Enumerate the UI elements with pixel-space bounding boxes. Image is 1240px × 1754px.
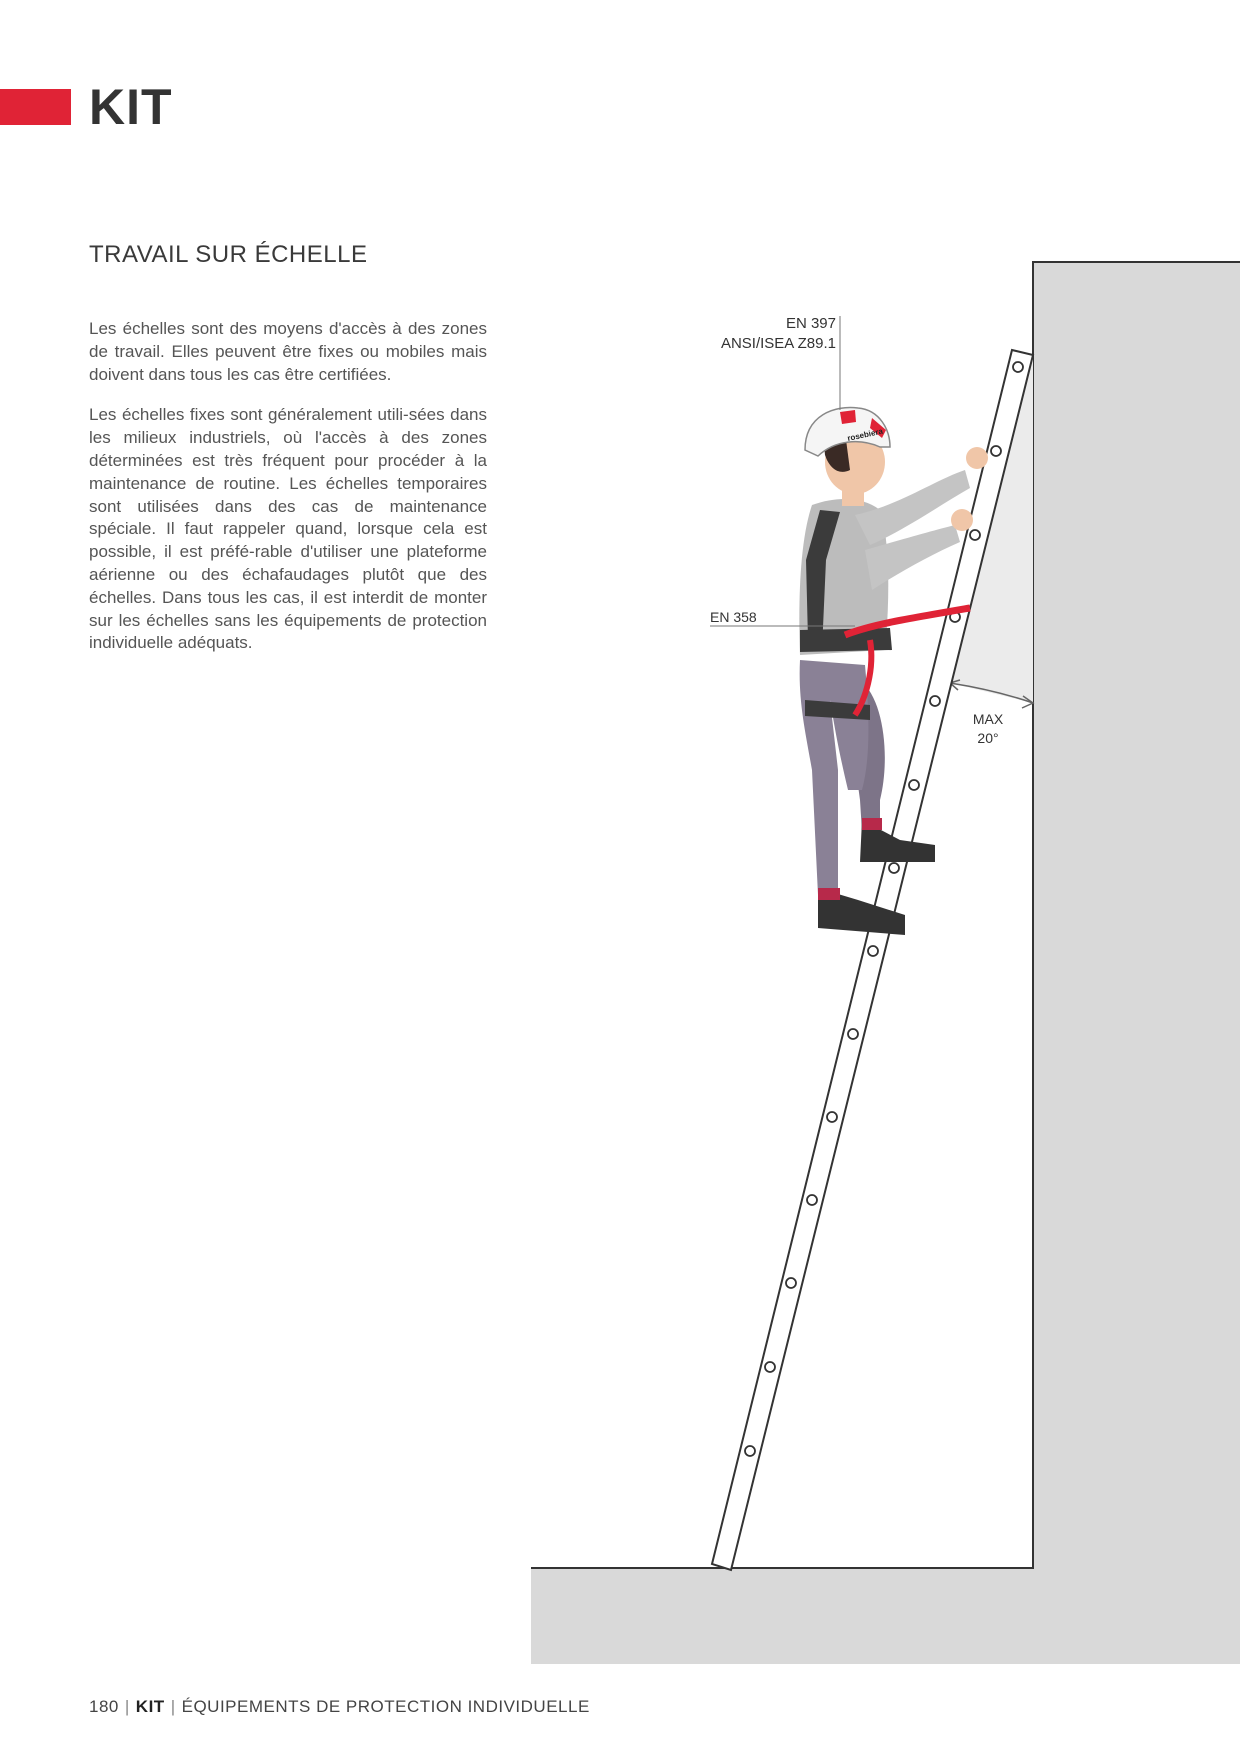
ladder-rung xyxy=(807,1195,817,1205)
paragraph-1: Les échelles sont des moyens d'accès à des zones de travail. Elles peuvent être fixes ou mobiles mais doivent dans tous les cas être certifiées. xyxy=(89,319,487,384)
page-number: 180 xyxy=(89,1697,119,1716)
ladder-rung xyxy=(991,446,1001,456)
angle-label-degrees: 20° xyxy=(977,730,999,746)
worker-upper-hand xyxy=(966,447,988,469)
footer-separator: | xyxy=(170,1697,176,1716)
ladder-rung xyxy=(1013,362,1023,372)
ladder-rung xyxy=(745,1446,755,1456)
page-footer xyxy=(89,1696,590,1718)
helmet-red-band xyxy=(840,410,856,424)
worker-lower-sock xyxy=(818,888,840,900)
section-title: TRAVAIL SUR ÉCHELLE xyxy=(89,241,368,268)
angle-label-max: MAX xyxy=(972,711,1004,727)
wall xyxy=(531,262,1240,1664)
ladder-rung xyxy=(765,1362,775,1372)
ladder-rung xyxy=(868,946,878,956)
helmet-brand: rosebiera xyxy=(846,426,884,443)
ladder-rung xyxy=(909,780,919,790)
ladder-rung xyxy=(970,530,980,540)
paragraph-2: Les échelles fixes sont généralement utili-sées dans les milieux industriels, où l'accès à des zones déterminées est très fréquent pour procéder à la maintenance de routine. Les échelles temporaires sont utilisées dans des cas de maintenance spéciale. Il faut rappeler quand, lorsque cela est possible, il est préfé-rable d'utiliser une plateforme aérienne ou des échafaudages plutôt que des échelles. Dans tous les cas, il est interdit de monter sur les échelles sans les équipements de protection individuelle adéquats. xyxy=(89,405,487,653)
callout-label-ansi: ANSI/ISEA Z89.1 xyxy=(720,335,836,352)
worker-upper-sock xyxy=(862,818,882,830)
callout-label-en397: EN 397 xyxy=(785,315,836,332)
page-title: KIT xyxy=(89,79,173,135)
footer-separator: | xyxy=(124,1697,130,1716)
worker-front-leg xyxy=(800,660,869,895)
callout-label-en358: EN 358 xyxy=(710,609,757,625)
ladder-rung xyxy=(786,1278,796,1288)
ladder-rung xyxy=(827,1112,837,1122)
worker-lower-hand xyxy=(951,509,973,531)
ladder-rung xyxy=(930,696,940,706)
footer-chapter: ÉQUIPEMENTS DE PROTECTION INDIVIDUELLE xyxy=(181,1697,590,1716)
footer-section: KIT xyxy=(135,1697,165,1716)
ladder-rung xyxy=(848,1029,858,1039)
ladder-rung xyxy=(889,863,899,873)
